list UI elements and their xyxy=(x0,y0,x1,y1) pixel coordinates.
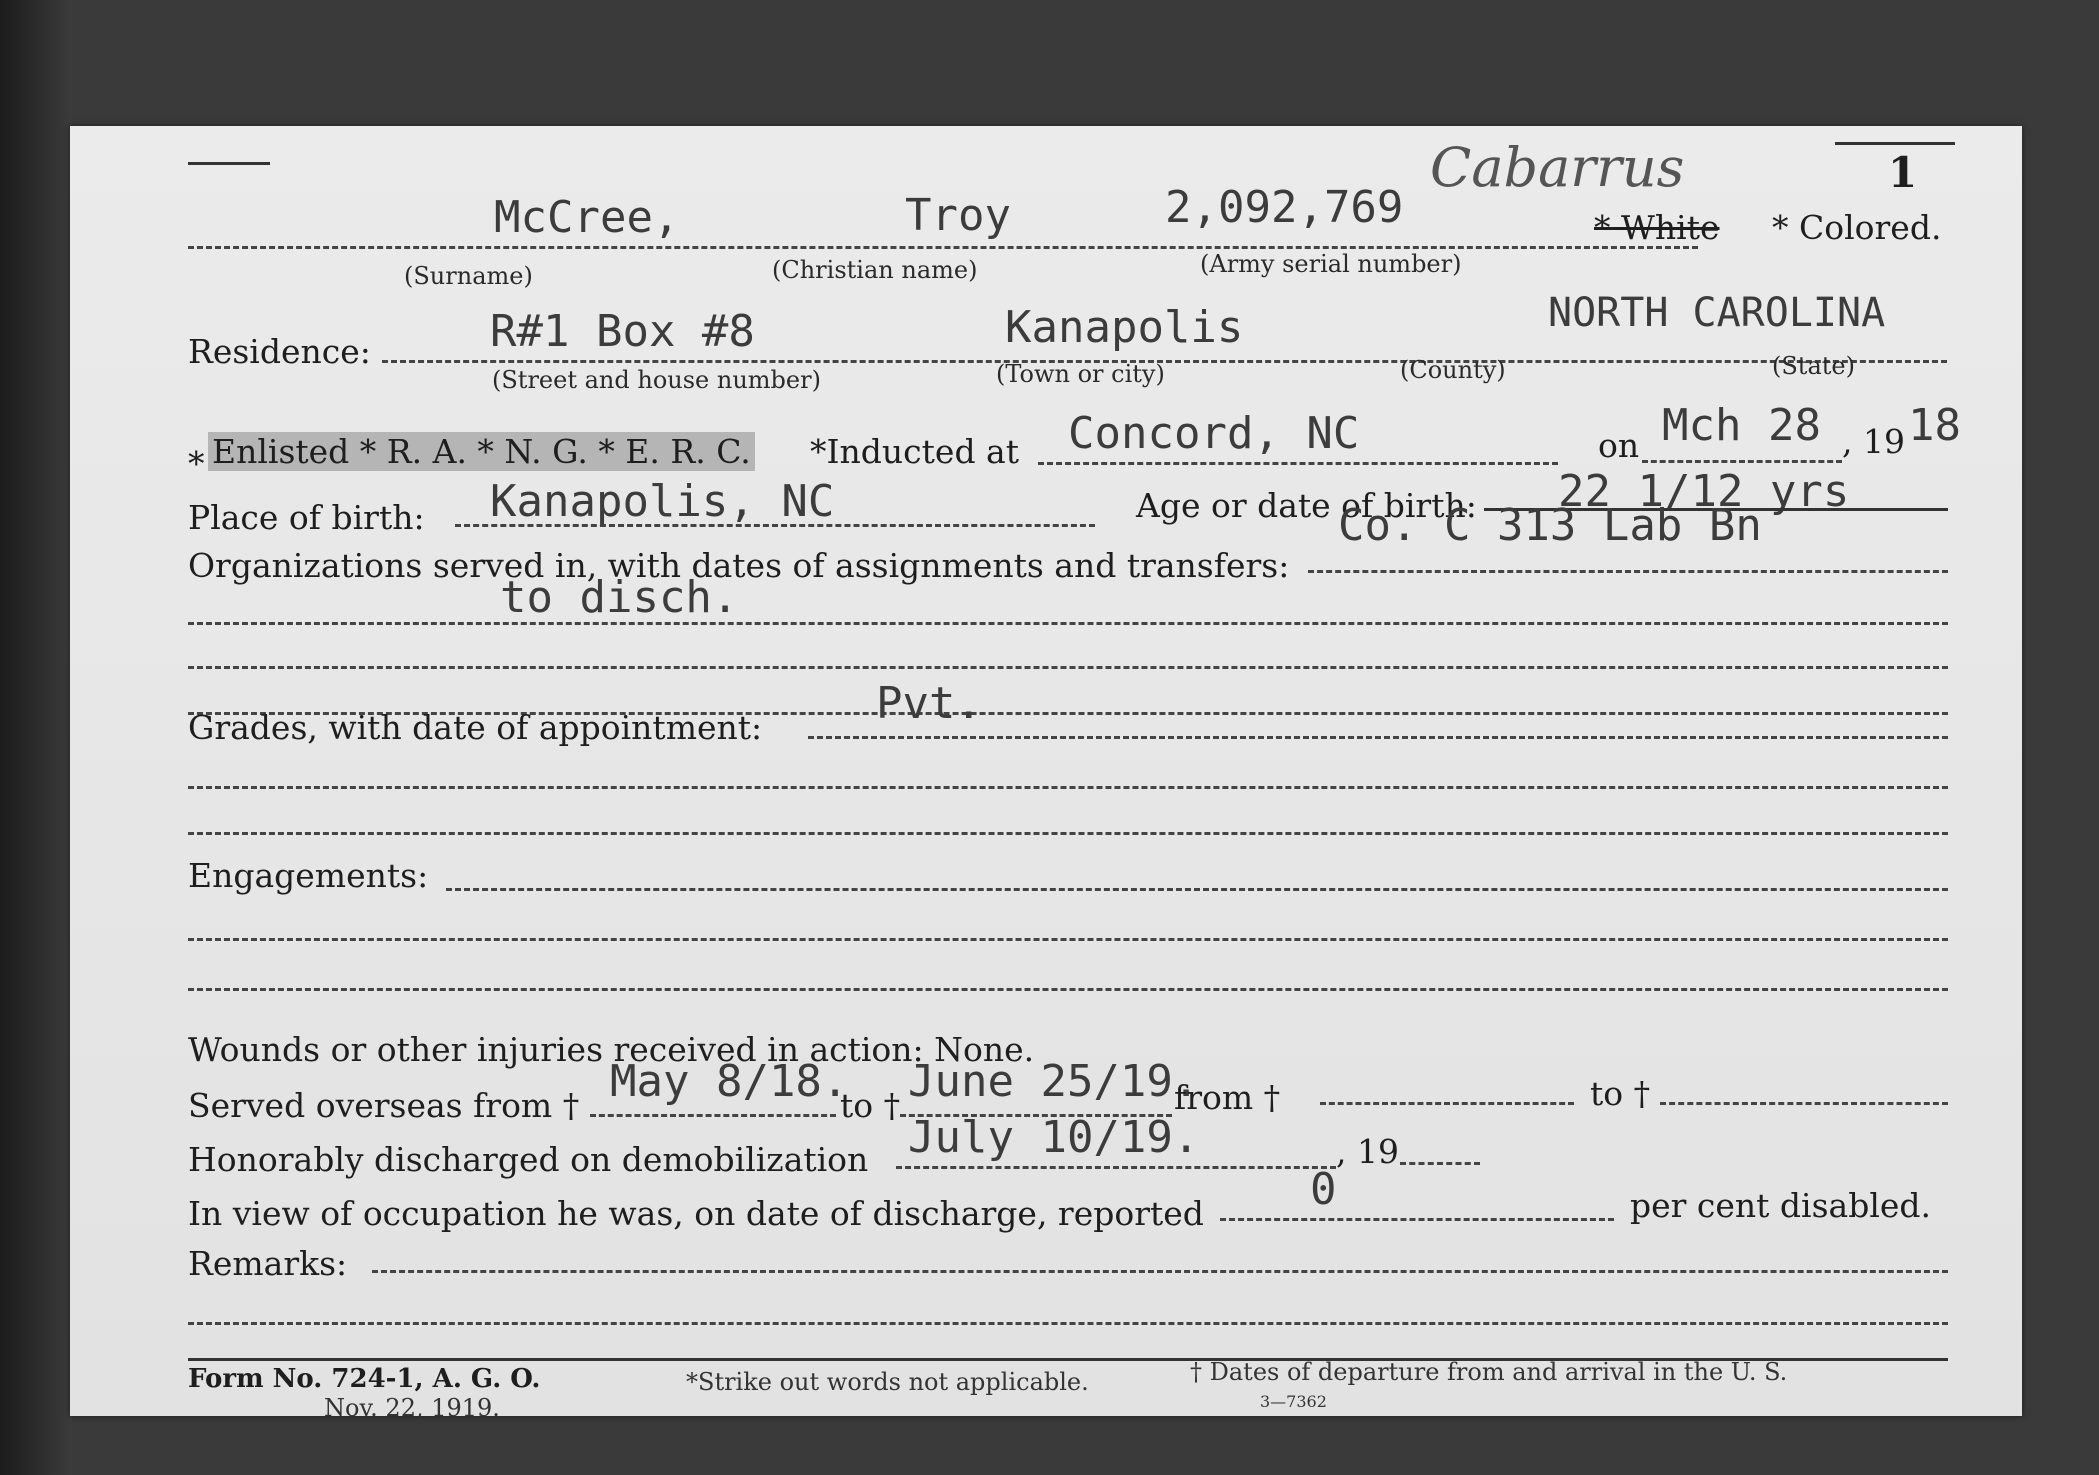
remarks-label: Remarks: xyxy=(188,1244,348,1283)
caption-christian-name: (Christian name) xyxy=(772,256,978,284)
enlisted-options-text: Enlisted * R. A. * N. G. * E. R. C. xyxy=(208,432,755,471)
org-line-2 xyxy=(188,622,1948,625)
christian-name-value: Troy xyxy=(905,190,1011,241)
footer-code: 3—7362 xyxy=(1260,1392,1327,1411)
discharge-year-line xyxy=(1400,1162,1480,1165)
footer-form-number: Form No. 724-1, A. G. O. xyxy=(188,1364,541,1394)
overseas-from-line xyxy=(590,1114,836,1117)
to-label-1: to † xyxy=(840,1086,901,1125)
inducted-date-line xyxy=(1642,460,1842,463)
residence-label: Residence: xyxy=(188,332,371,371)
surname-value: McCree, xyxy=(494,192,680,243)
race-white xyxy=(1594,208,1720,247)
inducted-line xyxy=(1038,462,1558,465)
overseas-to-value: June 25/19. xyxy=(908,1056,1200,1107)
age-label: Age or date of birth: xyxy=(1136,486,1477,525)
wounds-label: Wounds or other injuries received in action: None. xyxy=(188,1030,1035,1069)
inducted-place-value: Concord, NC xyxy=(1068,408,1360,459)
overseas-from-value: May 8/18. xyxy=(610,1056,849,1107)
disabled-suffix: per cent disabled. xyxy=(1630,1186,1932,1225)
serial-number-value: 2,092,769 xyxy=(1165,182,1404,233)
discharge-line xyxy=(896,1166,1336,1169)
org-value-1: Co. C 313 Lab Bn xyxy=(1338,500,1762,551)
grades-line-2 xyxy=(188,786,1948,789)
inducted-date-value: Mch 28 xyxy=(1662,400,1821,451)
age-value: 22 1/12 yrs xyxy=(1558,466,1850,517)
birth-place-line xyxy=(455,524,1095,527)
county-note: Cabarrus xyxy=(1430,136,1685,199)
race-white-text: * White xyxy=(1594,208,1720,247)
footer-form-date: Nov. 22, 1919. xyxy=(324,1394,500,1422)
org-label: Organizations served in, with dates of assignments and transfers: xyxy=(188,546,1290,585)
to-line-2 xyxy=(1660,1102,1948,1105)
town-value: Kanapolis xyxy=(1005,302,1244,353)
footer-dates-note: † Dates of departure from and arrival in the U. S. xyxy=(1190,1358,1788,1386)
state-value: NORTH CAROLINA xyxy=(1548,290,1886,336)
caption-state: (State) xyxy=(1772,352,1855,380)
scanner-edge xyxy=(0,0,72,1475)
street-value: R#1 Box #8 xyxy=(490,306,755,357)
discharge-year: , 19 xyxy=(1336,1132,1399,1171)
enlisted-options xyxy=(208,432,755,471)
org-line-1 xyxy=(1308,570,1948,573)
grades-label: Grades, with date of appointment: xyxy=(188,708,763,747)
birth-place-label: Place of birth: xyxy=(188,498,425,537)
grades-line-3 xyxy=(188,832,1948,835)
caption-county: (County) xyxy=(1400,356,1506,384)
card-number: 1 xyxy=(1888,148,1918,197)
remarks-line-1 xyxy=(372,1270,1948,1273)
top-left-rule xyxy=(188,162,270,165)
birth-place-value: Kanapolis, NC xyxy=(490,476,835,527)
disabled-label: In view of occupation he was, on date of discharge, reported xyxy=(188,1194,1204,1233)
caption-surname: (Surname) xyxy=(404,262,533,290)
inducted-year-value: 18 xyxy=(1908,400,1961,451)
disabled-value: 0 xyxy=(1310,1164,1337,1215)
inducted-label: *Inducted at xyxy=(810,432,1019,471)
on-label: on xyxy=(1598,426,1640,465)
top-right-rule xyxy=(1835,142,1955,145)
grades-line-1 xyxy=(808,736,1948,739)
engagements-label: Engagements: xyxy=(188,856,429,895)
engagements-line-2 xyxy=(188,938,1948,941)
org-line-3 xyxy=(188,666,1948,669)
org-value-2: to disch. xyxy=(500,572,739,623)
from-line xyxy=(1320,1102,1574,1105)
remarks-line-2 xyxy=(188,1322,1948,1325)
caption-serial-number: (Army serial number) xyxy=(1200,250,1462,278)
name-line xyxy=(188,246,1698,249)
footer-strike-note: *Strike out words not applicable. xyxy=(686,1368,1089,1396)
discharge-date-value: July 10/19. xyxy=(908,1112,1200,1163)
caption-town: (Town or city) xyxy=(996,360,1165,388)
overseas-label: Served overseas from † xyxy=(188,1086,580,1125)
disabled-line xyxy=(1220,1218,1614,1221)
engagements-line-3 xyxy=(188,988,1948,991)
enlisted-star: * xyxy=(188,444,205,483)
discharge-label: Honorably discharged on demobilization xyxy=(188,1140,869,1179)
from-label: from † xyxy=(1174,1078,1281,1117)
race-colored: * Colored. xyxy=(1772,208,1942,247)
year-prefix: , 19 xyxy=(1842,422,1905,461)
service-record-card xyxy=(70,126,2022,1422)
engagements-line-1 xyxy=(446,888,1948,891)
to-label-2: to † xyxy=(1590,1074,1651,1113)
grade-value: Pvt. xyxy=(876,678,982,729)
caption-street: (Street and house number) xyxy=(492,366,821,394)
